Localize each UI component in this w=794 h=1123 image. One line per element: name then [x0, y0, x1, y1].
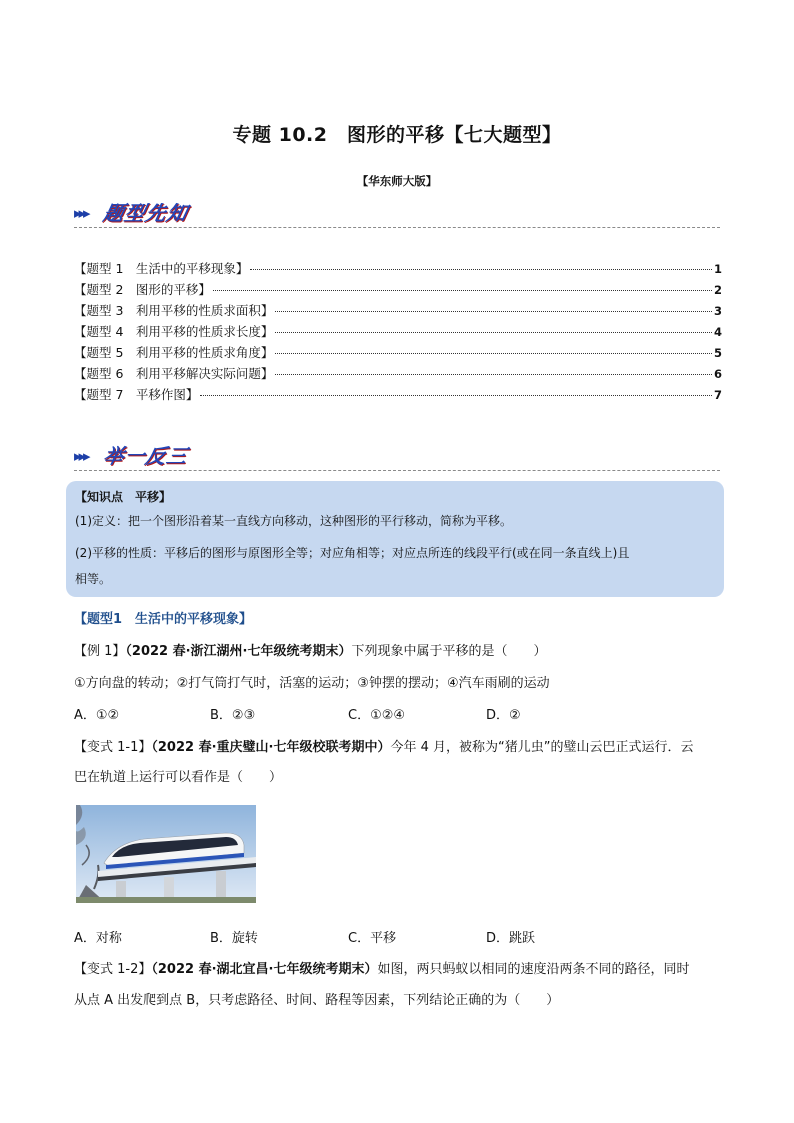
triple-arrow-icon: ▸▸▸	[74, 447, 88, 465]
toc-page-number: 6	[713, 367, 722, 381]
variant-question-text: 如图，两只蚂蚁以相同的速度沿两条不同的路径，同时	[377, 962, 690, 977]
toc-leader-dots	[250, 269, 712, 270]
variant-source: （2022 春·重庆璧山·七年级校联考期中）	[151, 740, 391, 755]
toc-leader-dots	[275, 353, 712, 354]
section-label: 举一反三	[101, 444, 191, 468]
toc-entry-text: 【题型 7 平移作图】	[74, 387, 199, 402]
choice-c[interactable]: C．平移	[348, 931, 397, 946]
example-question	[74, 640, 722, 659]
choice-c[interactable]: C．①②④	[348, 708, 406, 723]
toc-page-number: 2	[713, 283, 722, 297]
variant-question	[74, 736, 722, 755]
toc-page-number: 4	[713, 325, 722, 339]
toc-entry-text: 【题型 3 利用平移的性质求面积】	[74, 303, 274, 318]
variant-tag: 【变式 1-1】	[74, 740, 152, 755]
toc-entry[interactable]	[74, 364, 722, 385]
triple-arrow-icon: ▸▸▸	[74, 204, 88, 222]
page-title: 专题 10.2 图形的平移【七大题型】	[232, 124, 562, 146]
knowledge-property-cont: 相等。	[75, 572, 112, 586]
section-header-practice	[74, 441, 720, 471]
variant-question	[74, 958, 722, 977]
monorail-photo	[76, 805, 256, 903]
toc-entry-text: 【题型 5 利用平移的性质求角度】	[74, 345, 274, 360]
toc-page-number: 5	[713, 346, 722, 360]
toc-entry[interactable]	[74, 301, 722, 322]
section-header-preview	[74, 198, 720, 228]
variant-choices	[74, 927, 722, 947]
dashed-divider	[74, 470, 720, 471]
example-source: （2022 春·浙江湖州·七年级统考期末）	[125, 644, 352, 659]
toc-page-number: 3	[713, 304, 722, 318]
table-of-contents	[74, 259, 722, 406]
toc-page-number: 7	[713, 388, 722, 402]
toc-entry[interactable]	[74, 322, 722, 343]
choice-a[interactable]: A．对称	[74, 931, 122, 946]
edition-label: 【华东师大版】	[356, 174, 438, 188]
toc-entry-text: 【题型 6 利用平移解决实际问题】	[74, 366, 274, 381]
toc-entry[interactable]	[74, 343, 722, 364]
example-choices	[74, 704, 722, 724]
toc-entry[interactable]	[74, 280, 722, 301]
toc-leader-dots	[200, 395, 712, 396]
toc-leader-dots	[275, 332, 712, 333]
section-label: 题型先知	[101, 201, 191, 225]
knowledge-point-box	[66, 481, 724, 597]
toc-entry-text: 【题型 2 图形的平移】	[74, 282, 211, 297]
variant-question-cont: 巴在轨道上运行可以看作是（ ）	[74, 770, 283, 785]
example-tag: 【例 1】	[74, 644, 126, 659]
example-items: ①方向盘的转动；②打气筒打气时，活塞的运动；③钟摆的摆动；④汽车雨刷的运动	[74, 676, 550, 691]
choice-d[interactable]: D．②	[486, 708, 521, 723]
type-heading: 【题型1 生活中的平移现象】	[74, 612, 253, 627]
toc-entry[interactable]	[74, 385, 722, 406]
knowledge-title: 【知识点 平移】	[75, 490, 172, 504]
variant-question-text: 今年 4 月，被称为“猪儿虫”的璧山云巴正式运行．云	[390, 740, 694, 755]
dashed-divider	[74, 227, 720, 228]
choice-d[interactable]: D．跳跃	[486, 931, 536, 946]
choice-b[interactable]: B．②③	[210, 708, 256, 723]
variant-question-cont: 从点 A 出发爬到点 B，只考虑路径、时间、路程等因素，下列结论正确的为（ ）	[74, 993, 560, 1008]
choice-a[interactable]: A．①②	[74, 708, 120, 723]
toc-leader-dots	[275, 374, 712, 375]
toc-page-number: 1	[713, 262, 722, 276]
toc-entry[interactable]	[74, 259, 722, 280]
toc-entry-text: 【题型 1 生活中的平移现象】	[74, 261, 249, 276]
toc-entry-text: 【题型 4 利用平移的性质求长度】	[74, 324, 274, 339]
choice-b[interactable]: B．旋转	[210, 931, 258, 946]
toc-leader-dots	[213, 290, 712, 291]
example-question-text: 下列现象中属于平移的是（ ）	[351, 644, 547, 659]
toc-leader-dots	[275, 311, 712, 312]
variant-source: （2022 春·湖北宜昌·七年级统考期末）	[151, 962, 378, 977]
knowledge-property: (2)平移的性质：平移后的图形与原图形全等；对应角相等；对应点所连的线段平行(或在同一条直线上)且	[75, 546, 630, 560]
knowledge-definition: (1)定义：把一个图形沿着某一直线方向移动，这种图形的平行移动，简称为平移。	[75, 514, 513, 528]
variant-tag: 【变式 1-2】	[74, 962, 152, 977]
